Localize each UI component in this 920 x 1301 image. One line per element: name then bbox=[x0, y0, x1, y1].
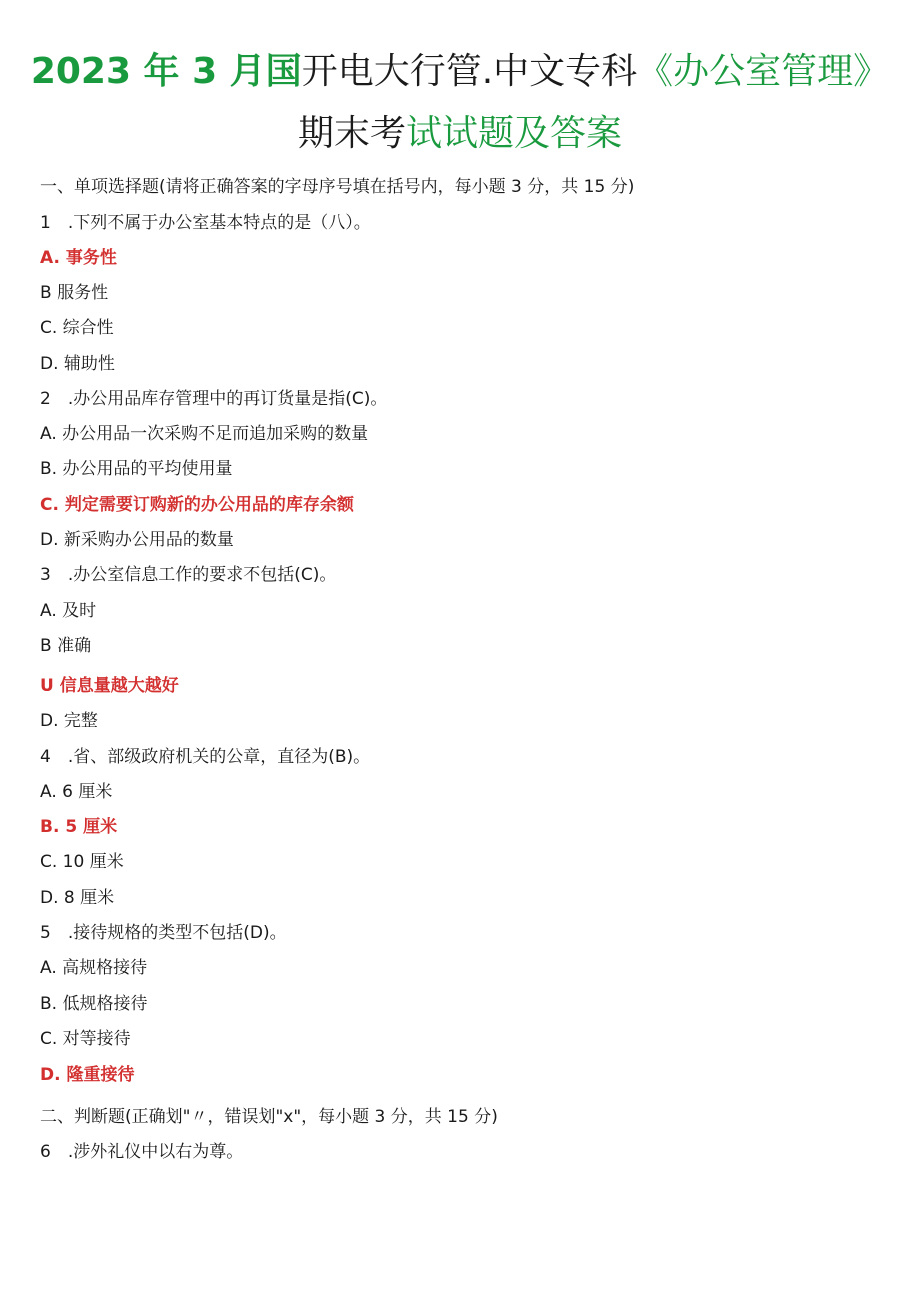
question-3: 3 .办公室信息工作的要求不包括(C)。 bbox=[40, 565, 337, 585]
question-4-option-a: A. 6 厘米 bbox=[40, 782, 113, 802]
question-1-option-c: C. 综合性 bbox=[40, 318, 114, 338]
question-5-option-b: B. 低规格接待 bbox=[40, 994, 148, 1014]
question-2-option-a: A. 办公用品一次采购不足而追加采购的数量 bbox=[40, 424, 369, 444]
section-1-heading: 一、单项选择题(请将正确答案的字母序号填在括号内，每小题 3 分，共 15 分) bbox=[40, 177, 635, 197]
question-4-option-c: C. 10 厘米 bbox=[40, 852, 124, 872]
question-1-option-d: D. 辅助性 bbox=[40, 354, 115, 374]
question-2: 2 .办公用品库存管理中的再订货量是指(C)。 bbox=[40, 389, 388, 409]
section-2-heading: 二、判断题(正确划"〃，错误划"x"，每小题 3 分，共 15 分) bbox=[40, 1107, 498, 1127]
document-title-line-2 bbox=[0, 112, 920, 156]
title-school-major: 开电大行管.中文专科 bbox=[301, 51, 638, 92]
question-6: 6 .涉外礼仪中以右为尊。 bbox=[40, 1142, 244, 1162]
title-questions: 试试题 bbox=[405, 113, 514, 154]
question-5-option-c: C. 对等接待 bbox=[40, 1029, 131, 1049]
question-4: 4 .省、部级政府机关的公章，直径为(B)。 bbox=[40, 747, 371, 767]
question-1-option-b: B 服务性 bbox=[40, 283, 109, 303]
question-2-option-d: D. 新采购办公用品的数量 bbox=[40, 530, 234, 550]
question-3-option-d: D. 完整 bbox=[40, 711, 98, 731]
question-2-option-b: B. 办公用品的平均使用量 bbox=[40, 459, 233, 479]
question-1-option-a-answer: A. 事务性 bbox=[40, 248, 117, 268]
question-4-option-b-answer: B. 5 厘米 bbox=[40, 817, 118, 837]
question-2-option-c-answer: C. 判定需要订购新的办公用品的库存余额 bbox=[40, 495, 354, 515]
title-answers: 及答案 bbox=[514, 113, 623, 154]
question-5-option-a: A. 高规格接待 bbox=[40, 958, 148, 978]
question-3-option-b: B 准确 bbox=[40, 636, 92, 656]
question-5-option-d-answer: D. 隆重接待 bbox=[40, 1065, 135, 1085]
question-4-option-d: D. 8 厘米 bbox=[40, 888, 115, 908]
question-5: 5 .接待规格的类型不包括(D)。 bbox=[40, 923, 287, 943]
title-exam: 期末考 bbox=[297, 113, 406, 154]
title-course-name: 《办公室管理》 bbox=[637, 51, 890, 92]
document-title-line-1 bbox=[0, 50, 920, 94]
question-1: 1 .下列不属于办公室基本特点的是（八）。 bbox=[40, 213, 371, 233]
question-3-option-c-answer: U 信息量越大越好 bbox=[40, 676, 179, 696]
title-date: 2023 年 3 月国 bbox=[30, 51, 302, 92]
question-3-option-a: A. 及时 bbox=[40, 601, 97, 621]
